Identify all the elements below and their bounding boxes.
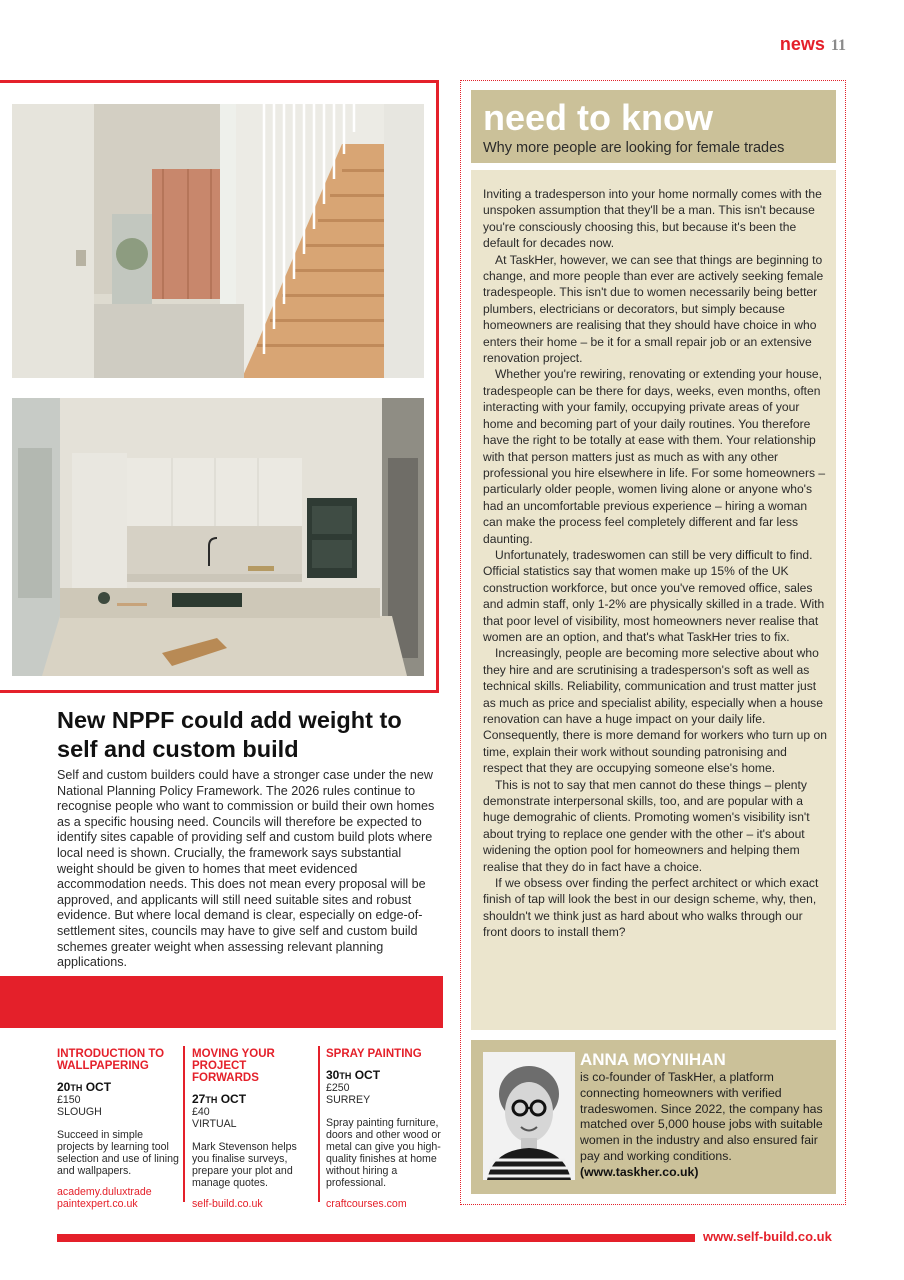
- paragraph: At TaskHer, however, we can see that things are beginning to change, and more people than ever are actively seeking female tradespeople. This isn't due to women necessarily being better plumbers, electricians or decorators, but simply because homeowners are realising that they should have choice in who enters their home – be it for a small repair job or an extensive renovation project.: [483, 252, 824, 366]
- course-title: SPRAY PAINTING: [326, 1048, 422, 1060]
- course-listing: [192, 1048, 314, 1210]
- article-body: Self and custom builders could have a stronger case under the new National Planning Policy Framework. The 2026 rules continue to recognise people who want to commission or build their own homes as a specific housing need. Councils will therefore be expected to identify sites capable of providing self and custom build plots where local need is shown. Crucially, the framework says substantial weight should be given to homes that meet evidenced accommodation needs. This does not mean every proposal will be approved, and applicants will still need suitable sites and robust evidence. But where local demand is clear, especially on edge-of-settlement sites, councils may have to give self and custom build schemes greater weight when assessing relevant planning applications.: [57, 768, 435, 970]
- course-description: Spray painting furniture, doors and other wood or metal can give you high-quality finishes at home without hiring a professional.: [326, 1117, 441, 1189]
- page-folio: [780, 34, 846, 55]
- kitchen-photo: [12, 398, 424, 676]
- course-price: £40: [192, 1106, 210, 1118]
- course-link[interactable]: craftcourses.com: [326, 1198, 407, 1210]
- section-label: news: [779, 34, 825, 54]
- author-name: ANNA MOYNIHAN: [580, 1050, 726, 1069]
- article-headline: New NPPF could add weight to self and custom build: [57, 707, 402, 762]
- footer-url[interactable]: www.self-build.co.uk: [703, 1229, 832, 1244]
- course-date: 27TH OCT: [192, 1092, 247, 1106]
- course-link[interactable]: academy.duluxtrade paintexpert.co.uk: [57, 1186, 152, 1210]
- author-photo: [483, 1052, 575, 1180]
- paragraph: Increasingly, people are becoming more selective about who they hire and are scrutinising a tradesperson's soft as well as technical skills. Reliability, communication and trust matter just as much as price and specialist ability, especially when a house renovation can have a huge impact on your daily life. Consequently, there is more demand for workers who turn up on time, explain their work without sounding patronising and respect that they are occupying someone else's home.: [483, 646, 827, 776]
- footer-bar: [57, 1234, 695, 1242]
- paragraph: If we obsess over finding the perfect architect or which exact finish of tap will look the best in our design scheme, why, then, shouldn't we think just as hard about who walks through our front doors to install them?: [483, 876, 819, 940]
- author-url[interactable]: (www.taskher.co.uk): [580, 1164, 699, 1179]
- course-listing: [57, 1048, 179, 1210]
- course-date: 20TH OCT: [57, 1080, 112, 1094]
- page-number: 11: [830, 37, 846, 54]
- staircase-photo: [12, 104, 424, 378]
- paragraph: Unfortunately, tradeswomen can still be very difficult to find. Official statistics say that women make up 15% of the UK construction workforce, but once you've removed office, sales and admin staff, only 1-2% are physically skilled in a trade. With that poor level of visibility, most homeowners never realise that women are an option, and that's what TaskHer tries to fix.: [483, 547, 825, 644]
- course-listing: [326, 1048, 448, 1210]
- course-title: INTRODUCTION TO WALLPAPERING: [57, 1048, 165, 1072]
- course-description: Mark Stevenson helps you finalise surveys, prepare your plot and manage quotes.: [192, 1141, 297, 1189]
- course-price: £250: [326, 1082, 350, 1094]
- course-divider: [183, 1046, 185, 1202]
- sidebar-subtitle: Why more people are looking for female trades: [483, 140, 785, 156]
- paragraph: This is not to say that men cannot do these things – plenty demonstrate interpersonal skills, too, and are popular with a huge demograhic of clients. Promoting women's visibility isn't about trying to replace one gender with the other – it's about widening the option pool for homeowners and helping them realise that they do in fact have a choice.: [483, 777, 810, 874]
- author-bio-text: is co-founder of TaskHer, a platform connecting homeowners with verified tradeswomen. Since 2022, the company has matched over 5,000 house jobs with suitable women in the industry and also ensured fair pay and working conditions. (www.taskher.co.uk): [580, 1070, 823, 1179]
- sidebar-title: need to know: [483, 97, 714, 138]
- sidebar-text: [483, 186, 828, 941]
- course-location: VIRTUAL: [192, 1118, 237, 1130]
- paragraph: Whether you're rewiring, renovating or extending your house, tradespeople can be there for days, weeks, even months, often interacting with your family, occupying private areas of your home and becoming part of your daily routines. You therefore have the right to be totally at ease with them. Your relationship with that person matters just as much as with any other professional you hire elsewhere in life. For some homeowners – particularly older people, women living alone or anyone who's had an uncomfortable previous experience – hiring a woman can make the process feel completely different and far less daunting.: [483, 367, 826, 546]
- paragraph: Inviting a tradesperson into your home normally comes with the unspoken assumption that they'll be a man. This isn't because you're consciously choosing this, but because it's been the default for decades now.: [483, 187, 822, 251]
- course-link[interactable]: self-build.co.uk: [192, 1198, 263, 1210]
- red-banner: [0, 976, 443, 1028]
- course-description: Succeed in simple projects by learning tool selection and use of lining and wallpapers.: [57, 1129, 179, 1177]
- course-location: SLOUGH: [57, 1106, 102, 1118]
- course-title: MOVING YOUR PROJECT FORWARDS: [192, 1048, 275, 1084]
- course-divider: [318, 1046, 320, 1202]
- course-price: £150: [57, 1094, 81, 1106]
- course-location: SURREY: [326, 1094, 371, 1106]
- course-date: 30TH OCT: [326, 1068, 381, 1082]
